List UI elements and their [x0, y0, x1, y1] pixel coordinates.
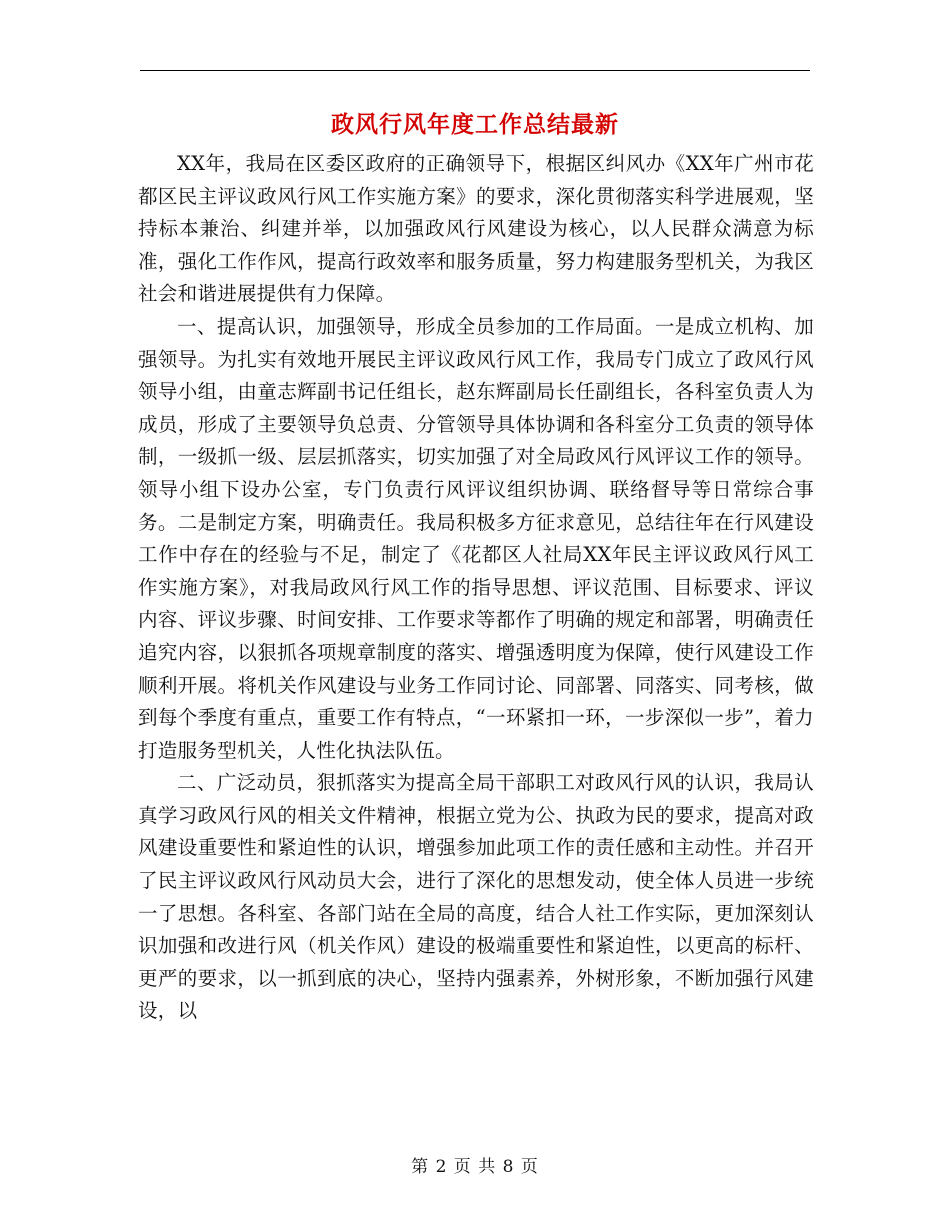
paragraph-section-2: 二、广泛动员，狠抓落实为提高全局干部职工对政风行风的认识，我局认真学习政风行风的相关文件精神，根据立党为公、执政为民的要求，提高对政风建设重要性和紧迫性的认识，增强参加此项工作的责任感和主动性。并召开了民主评议政风行风动员大会，进行了深化的思想发动，使全体人员进一步统一了思想。各科室、各部门站在全局的高度，结合人社工作实际，更加深刻认识加强和改进行风（机关作风）建设的极端重要性和紧迫性，以更高的标杆、更严的要求，以一抓到底的决心，坚持内强素养，外树形象，不断加强行风建设，以 [138, 771, 814, 1023]
paragraph-section-1: 一、提高认识，加强领导，形成全员参加的工作局面。一是成立机构、加强领导。为扎实有效地开展民主评议政风行风工作，我局专门成立了政风行风领导小组，由童志辉副书记任组长，赵东辉副局长任副组长，各科室负责人为成员，形成了主要领导负总责、分管领导具体协调和各科室分工负责的领导体制，一级抓一级、层层抓落实，切实加强了对全局政风行风评议工作的领导。领导小组下设办公室，专门负责行风评议组织协调、联络督导等日常综合事务。二是制定方案，明确责任。我局积极多方征求意见，总结往年在行风建设工作中存在的经验与不足，制定了《花都区人社局XX年民主评议政风行风工作实施方案》，对我局政风行风工作的指导思想、评议范围、目标要求、评议内容、评议步骤、时间安排、工作要求等都作了明确的规定和部署，明确责任追究内容，以狠抓各项规章制度的落实、增强透明度为保障，使行风建设工作顺利开展。将机关作风建设与业务工作同讨论、同部署、同落实、同考核，做到每个季度有重点，重要工作有特点，“一环紧扣一环，一步深似一步”，着力打造服务型机关，人性化执法队伍。 [138, 314, 814, 762]
header-rule [140, 70, 810, 71]
page-number-footer: 第 2 页 共 8 页 [411, 1157, 539, 1177]
document-title: 政风行风年度工作总结最新 [331, 111, 619, 138]
paragraph-intro: XX年，我局在区委区政府的正确领导下，根据区纠风办《XX年广州市花都区民主评议政风行风工作实施方案》的要求，深化贯彻落实科学进展观，坚持标本兼治、纠建并举，以加强政风行风建设为核心，以人民群众满意为标准，强化工作作风，提高行政效率和服务质量，努力构建服务型机关，为我区社会和谐进展提供有力保障。 [138, 152, 814, 306]
document-body [138, 148, 814, 1028]
